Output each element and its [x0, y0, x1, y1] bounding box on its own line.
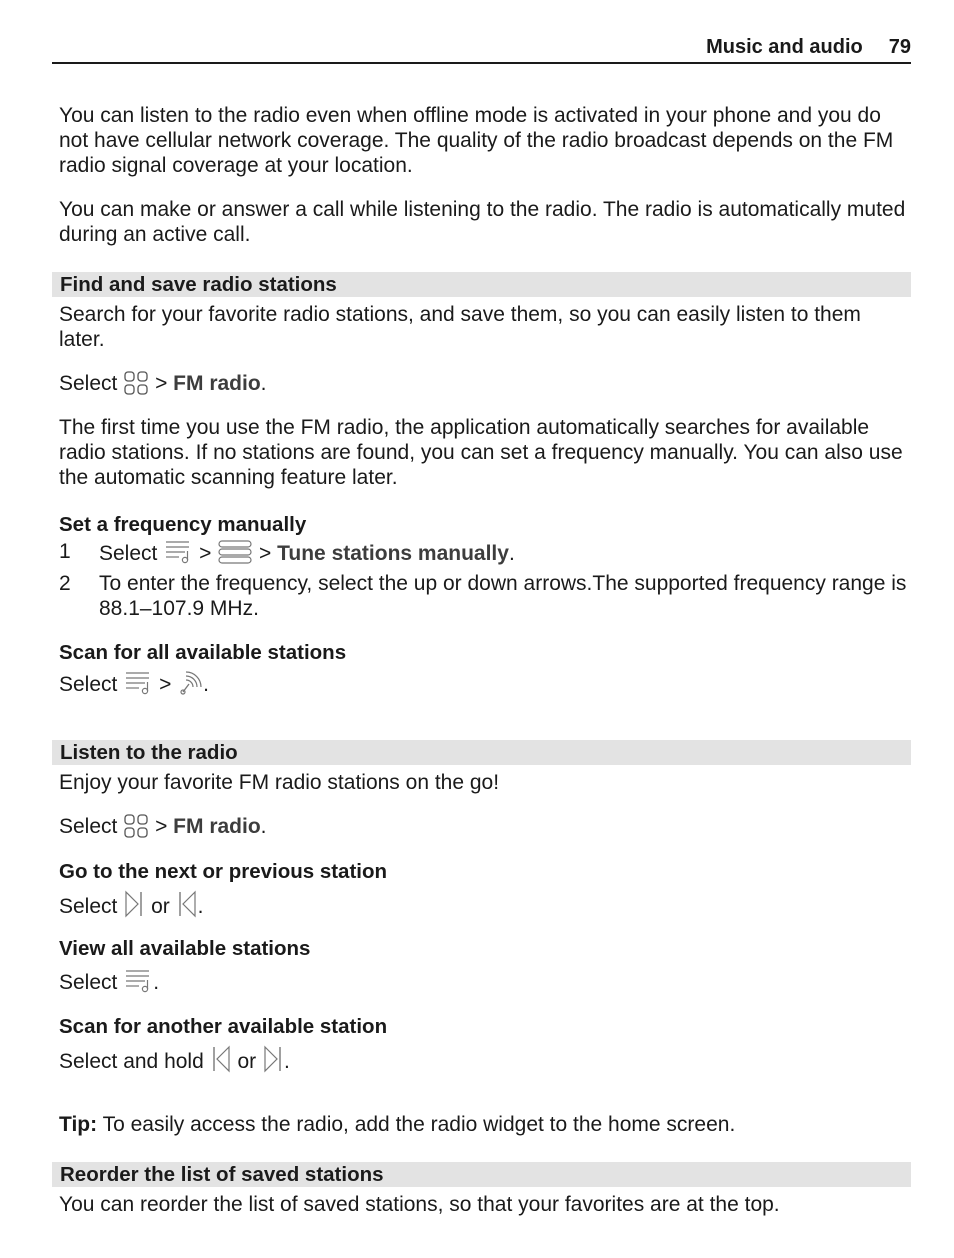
- page-number: 79: [888, 36, 911, 58]
- scan-another-instruction: Select and hold or .: [59, 1045, 911, 1074]
- step-1-text: Select > > Tune stations manually.: [99, 539, 911, 566]
- station-list-icon: [163, 539, 193, 565]
- intro-paragraph-2: You can make or answer a call while listening to the radio. The radio is automatically muted during an active call.: [59, 198, 906, 246]
- menu-grid-icon: [123, 371, 149, 395]
- section-bar-find-save: [52, 272, 911, 297]
- section-title: Listen to the radio: [60, 741, 238, 764]
- view-all-instruction: Select .: [59, 968, 911, 995]
- section-bar-listen: [52, 740, 911, 765]
- section-title: Reorder the list of saved stations: [60, 1163, 384, 1186]
- fm-radio-ref: FM radio: [173, 815, 261, 838]
- station-list-icon: [123, 670, 153, 696]
- next-prev-heading: Go to the next or previous station: [59, 860, 388, 883]
- scan-all-instruction: Select > .: [59, 670, 911, 697]
- options-icon: [217, 539, 253, 565]
- tip-paragraph: [59, 1112, 911, 1137]
- set-frequency-heading: Set a frequency manually: [59, 513, 307, 536]
- section-bar-reorder: [52, 1162, 911, 1187]
- reorder-description: You can reorder the list of saved stations, so that your favorites are at the top.: [59, 1193, 780, 1216]
- tip-text: To easily access the radio, add the radio widget to the home screen.: [102, 1113, 736, 1136]
- previous-station-icon: [176, 890, 198, 918]
- find-save-description: Search for your favorite radio stations, and save them, so you can easily listen to them later.: [59, 303, 861, 351]
- step-number-2: 2: [59, 572, 71, 595]
- intro-paragraph-1: You can listen to the radio even when offline mode is activated in your phone and you do not have cellular network coverage. The quality of the radio broadcast depends on the FM radio signal coverage at your location.: [59, 104, 894, 177]
- next-station-icon: [123, 890, 145, 918]
- step-number-1: 1: [59, 540, 71, 563]
- previous-station-icon: [210, 1045, 232, 1073]
- menu-grid-icon: [123, 814, 149, 838]
- scan-all-heading: Scan for all available stations: [59, 641, 347, 664]
- view-all-heading: View all available stations: [59, 937, 311, 960]
- select-fm-radio-instruction: Select > FM radio.: [59, 372, 267, 395]
- select-fm-radio-instruction: Select > FM radio.: [59, 815, 267, 838]
- scan-icon: [177, 670, 203, 696]
- listen-description: Enjoy your favorite FM radio stations on the go!: [59, 771, 500, 794]
- step-2-text: To enter the frequency, select the up or down arrows.The supported frequency range is 88.1–107.9 MHz.: [99, 572, 907, 620]
- fm-radio-ref: FM radio: [173, 372, 261, 395]
- scan-another-heading: Scan for another available station: [59, 1015, 388, 1038]
- header-section-title: Music and audio: [706, 36, 863, 58]
- station-list-icon: [123, 968, 153, 994]
- section-title: Find and save radio stations: [60, 273, 337, 296]
- tip-label: Tip:: [59, 1113, 98, 1136]
- next-prev-instruction: Select or .: [59, 890, 911, 919]
- first-time-paragraph: The first time you use the FM radio, the application automatically searches for available radio stations. If no stations are found, you can set a frequency manually. You can also use the automatic scanning feature later.: [59, 416, 903, 489]
- page-header: [52, 36, 911, 64]
- tune-stations-manually-ref: Tune stations manually: [277, 542, 509, 565]
- next-station-icon: [262, 1045, 284, 1073]
